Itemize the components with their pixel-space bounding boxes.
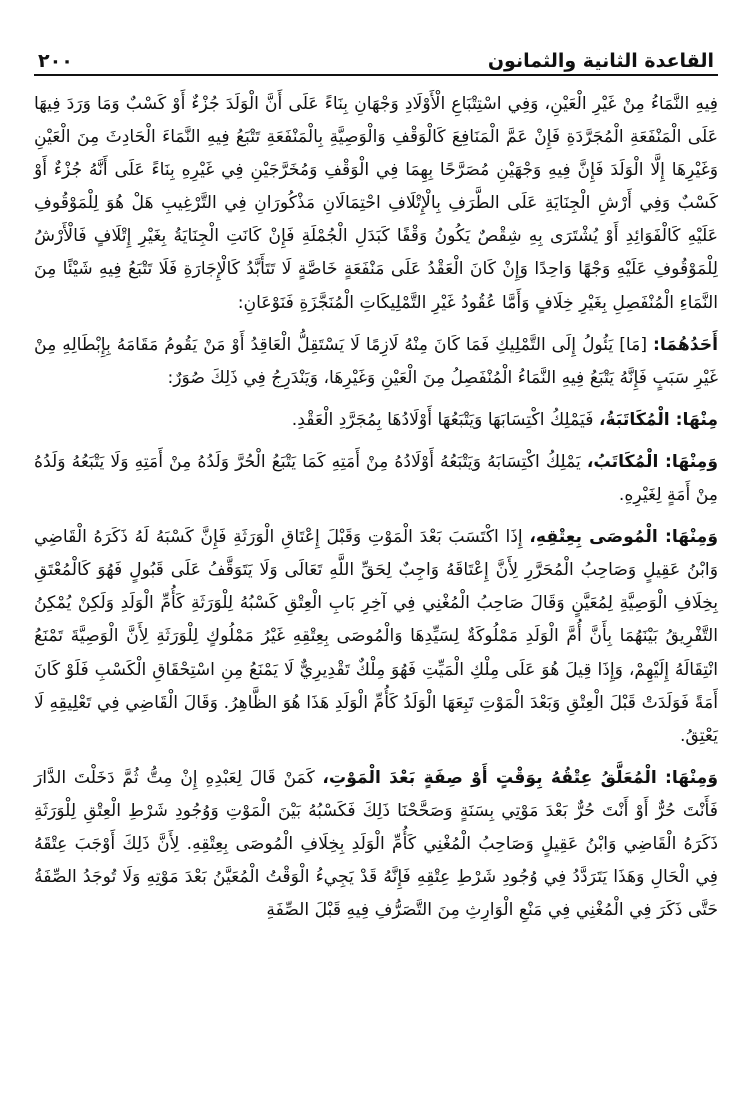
page-body: [34, 88, 718, 927]
page-number: ٢٠٠: [38, 50, 73, 72]
book-page: [34, 38, 718, 1088]
paragraph: [34, 446, 718, 512]
paragraph-lead: مِنْهَا: الْمُكَاتَبَةُ،: [598, 409, 718, 430]
paragraph-text: فَيَمْلِكُ اكْتِسَابَهَا وَيَتْبَعُهَا أَوْلَادُهَا بِمُجَرَّدِ الْعَقْدِ.: [291, 409, 599, 430]
paragraph: [34, 329, 718, 395]
paragraph-lead: وَمِنْهَا: الْمُوصَى بِعِتْقِهِ،: [529, 527, 718, 548]
running-title: القاعدة الثانية والثمانون: [487, 50, 714, 72]
paragraph: [34, 404, 718, 437]
paragraph-text: يَمْلِكُ اكْتِسَابَهُ وَيَتْبَعُهُ أَوْلَادُهُ مِنْ أَمَتِهِ كَمَا يَتْبَعُ الْحُرَّ وَلَدُهُ مِنْ أَمَتِهِ وَلَا يَتْبَعُهُ وَلَدُهُ مِنْ أَمَةٍ لِغَيْرِهِ.: [34, 451, 718, 506]
paragraph-lead: وَمِنْهَا: الْمُكَاتَبُ،: [586, 451, 719, 472]
paragraph: [34, 762, 718, 927]
paragraph: [34, 88, 718, 320]
page-header: [34, 38, 718, 76]
paragraph-text: كَمَنْ قَالَ لِعَبْدِهِ إِنْ مِتُّ ثُمَّ دَخَلْتَ الدَّارَ فَأَنْتَ حُرٌّ أَوْ أَنْتَ حُرٌّ بَعْدَ مَوْتِي بِسَنَةٍ وَصَحَّحْنَا ذَلِكَ فَكَسْبُهُ بَيْنَ الْمَوْتِ وَوُجُودِ شَرْطِ الْعِتْقِ لِلْوَرَثَةِ ذَكَرَهُ الْقَاضِي وَابْنُ عَقِيلٍ وَصَاحِبُ الْمُغْنِي كَأُمِّ الْوَلَدِ بِخِلَافِ الْمُوصَى بِعِتْقِهِ. لِأَنَّ ذَلِكَ أَوْجَبَ عِتْقَهُ فِي الْحَالِ وَهَذَا يَتَرَدَّدُ فِي وُجُودِ شَرْطِ عِتْقِهِ فَإِنَّهُ قَدْ يَجِيءُ الْوَقْتُ الْمُعَيَّنُ بَعْدَ مَوْتِهِ وَلَا تُوجَدُ الصِّفَةُ حَتَّى ذَكَرَ فِي الْمُغْنِي فِي مَنْعِ الْوَارِثِ مِنَ التَّصَرُّفِ فِيهِ قَبْلَ الصِّفَةِ: [34, 767, 718, 921]
paragraph-lead: وَمِنْهَا: الْمُعَلَّقُ عِتْقُهُ بِوَقْتٍ أَوْ صِفَةٍ بَعْدَ الْمَوْتِ،: [322, 767, 718, 788]
paragraph-text: إِذَا اكْتَسَبَ بَعْدَ الْمَوْتِ وَقَبْلَ إِعْتَاقِ الْوَرَثَةِ فَإِنَّ كَسْبَهُ لَهُ ذَكَرَهُ الْقَاضِي وَابْنُ عَقِيلٍ وَصَاحِبُ الْمُحَرَّرِ لِأَنَّ إِعْتَاقَهُ وَاجِبٌ لِحَقِّ اللَّهِ تَعَالَى وَلَا يَتَوَقَّفُ عَلَى قَبُولٍ فَهُوَ كَالْمُعْتَقِ بِخِلَافِ الْوَصِيَّةِ لِمُعَيَّنٍ وَقَالَ صَاحِبُ الْمُغْنِي فِي آخِرِ بَابِ الْعِتْقِ كَسْبُهُ لِلْوَرَثَةِ كَأُمِّ الْوَلَدِ وَلَكِنْ يُمْكِنُ التَّفْرِيقُ بَيْنَهُمَا بِأَنَّ أُمَّ الْوَلَدِ مَمْلُوكَةٌ لِسَيِّدِهَا وَالْمُوصَى بِعِتْقِهِ غَيْرُ مَمْلُوكٍ لِلْوَرَثَةِ لِأَنَّ الْوَصِيَّةَ تَمْنَعُ انْتِقَالَهُ إِلَيْهِمْ، وَإِذَا قِيلَ هُوَ عَلَى مِلْكِ الْمَيِّتِ فَهُوَ مِلْكٌ تَقْدِيرِيٌّ لَا يَمْنَعُ مِنِ اسْتِحْقَاقِ الْكَسْبِ فَلَوْ كَانَ أَمَةً فَوَلَدَتْ قَبْلَ الْعِتْقِ وَبَعْدَ الْمَوْتِ تَبِعَهَا الْوَلَدُ كَأُمِّ الْوَلَدِ هَذَا هُوَ الظَّاهِرُ. وَقَالَ الْقَاضِي فِي تَعْلِيقِهِ لَا يَعْتِقُ.: [34, 527, 718, 746]
paragraph: [34, 521, 718, 753]
paragraph-text: [مَا] يَئُولُ إِلَى التَّمْلِيكِ فَمَا كَانَ مِنْهُ لَازِمًا لَا يَسْتَقِلُّ الْعَاقِدُ أَوْ مَنْ يَقُومُ مَقَامَهُ بِإِبْطَالِهِ مِنْ غَيْرِ سَبَبٍ فَإِنَّهُ يَتْبَعُ فِيهِ النَّمَاءُ الْمُنْفَصِلُ مِنَ الْعَيْنِ وَغَيْرِهَا، وَيَنْدَرِجُ فِي ذَلِكَ صُوَرٌ:: [34, 334, 718, 388]
paragraph-text: فِيهِ النَّمَاءُ مِنْ غَيْرِ الْعَيْنِ، وَفِي اسْتِتْبَاعِ الْأَوْلَادِ وَجْهَانِ بِنَاءً عَلَى أَنَّ الْوَلَدَ جُزْءٌ أَوْ كَسْبٌ وَمَا وَرَدَ فِيهَا عَلَى الْمَنْفَعَةِ الْمُجَرَّدَةِ فَإِنْ عَمَّ الْمَنَافِعَ كَالْوَقْفِ وَالْوَصِيَّةِ بِالْمَنْفَعَةِ تَتْبَعُ فِيهِ النَّمَاءَ الْحَادِثَ مِنَ الْعَيْنِ وَغَيْرِهَا إِلَّا الْوَلَدَ فَإِنَّ فِيهِ وَجْهَيْنِ مُصَرَّحًا بِهِمَا فِي الْوَقْفِ وَمُخَرَّجَيْنِ فِي غَيْرِهِ بِنَاءً عَلَى أَنَّهُ جُزْءٌ أَوْ كَسْبٌ وَفِي أَرْشِ الْجِنَايَةِ عَلَى الطَّرَفِ بِالْإِتْلَافِ احْتِمَالَانِ مَذْكُورَانِ فِي التَّرْغِيبِ هَلْ هُوَ لِلْمَوْقُوفِ عَلَيْهِ كَالْفَوَائِدِ أَوْ يُشْتَرَى بِهِ شِقْصٌ يَكُونُ وَقْفًا كَبَدَلِ الْجُمْلَةِ فَإِنْ كَانَتِ الْجِنَايَةُ بِغَيْرِ إِتْلَافٍ فَالْأَرْشُ لِلْمَوْقُوفِ عَلَيْهِ وَجْهًا وَاحِدًا وَإِنْ كَانَ الْعَقْدُ عَلَى مَنْفَعَةٍ خَاصَّةٍ لَا تَتَأَبَّدُ كَالْإِجَارَةِ فَلَا تَتْبَعُ فِيهِ شَيْئًا مِنَ النَّمَاءِ الْمُنْفَصِلِ بِغَيْرِ خِلَافٍ وَأَمَّا عُقُودُ غَيْرِ التَّمْلِيكَاتِ الْمُنَجَّزَةِ فَنَوْعَانِ:: [34, 94, 718, 313]
paragraph-lead: أَحَدُهُمَا:: [653, 334, 718, 355]
